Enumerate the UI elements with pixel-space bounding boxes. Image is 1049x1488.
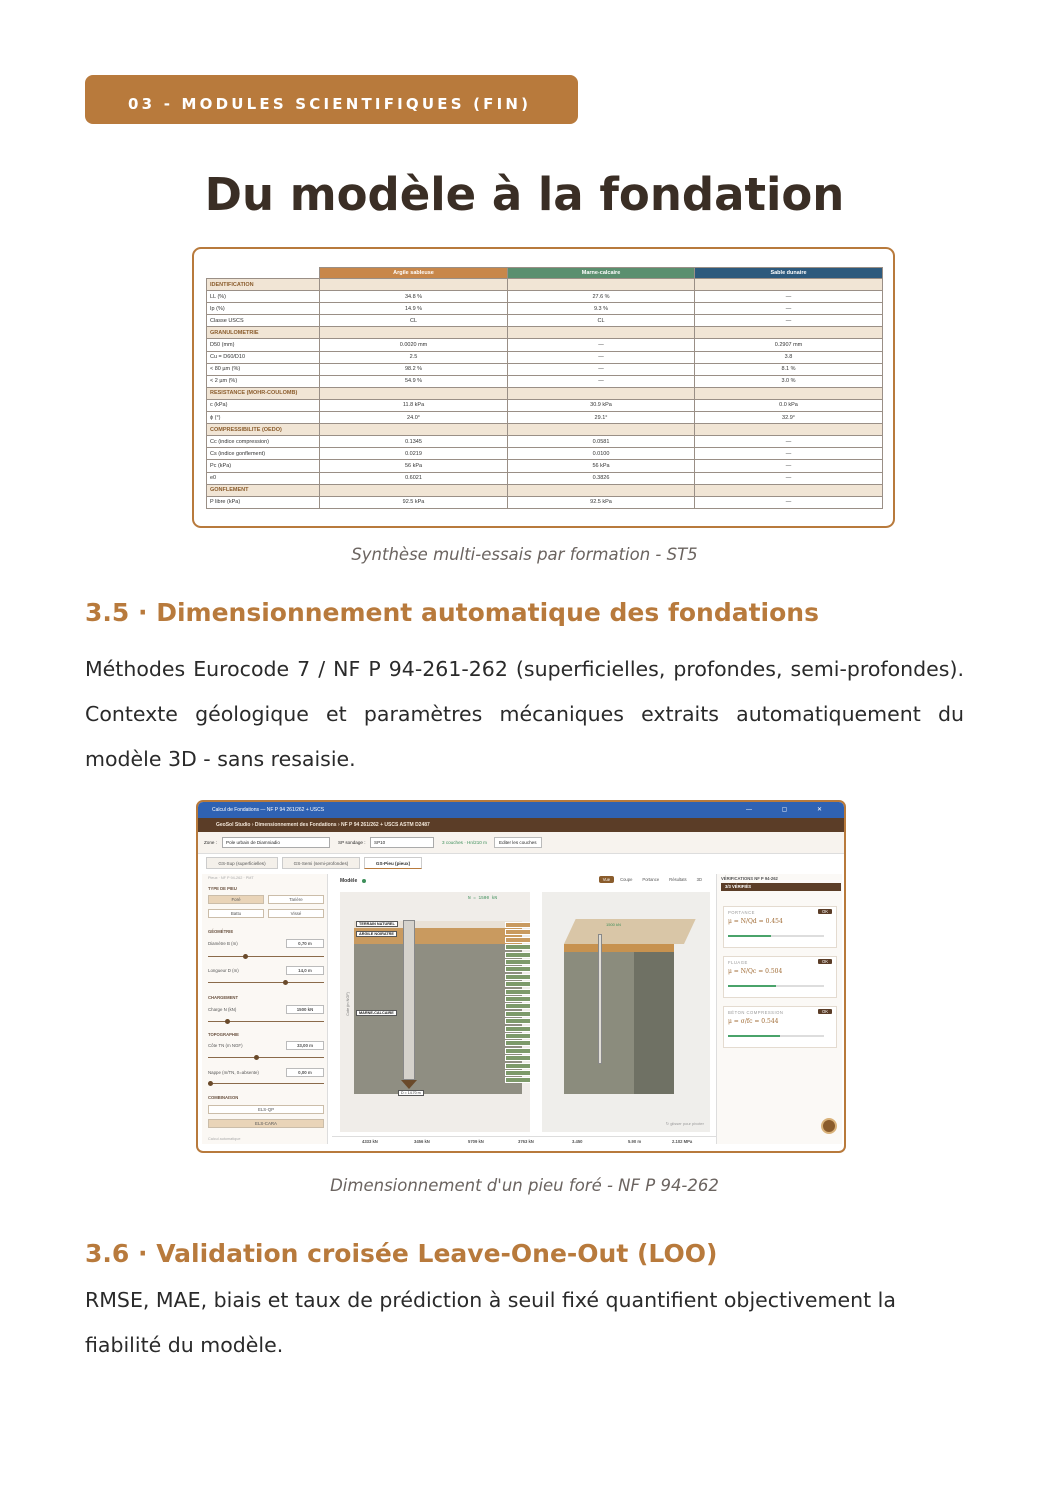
sp-select[interactable]: SP10 <box>370 837 434 848</box>
table-cell: — <box>695 315 883 327</box>
table-row <box>207 291 883 303</box>
check-card <box>723 956 837 998</box>
resistance-block <box>505 952 531 958</box>
check-progress-bar <box>728 935 824 937</box>
table-cell: 0.0219 <box>320 448 508 460</box>
table-cell: 24.0° <box>320 412 508 424</box>
window-titlebar <box>198 802 844 818</box>
table-cell <box>320 327 508 339</box>
column-header: Sable dunaire <box>695 268 883 279</box>
type-battu-button[interactable]: Battu <box>208 909 264 918</box>
table-cell: 0.1345 <box>320 436 508 448</box>
table-cell: 56 kPa <box>320 460 508 472</box>
subtab-3d[interactable]: 3D <box>696 877 702 882</box>
row-label: LL (%) <box>207 291 320 303</box>
resistance-block <box>505 959 531 965</box>
rotate-hint: ↻ glisser pour pivoter <box>665 1121 704 1126</box>
check-equation: μ = N/Qd = 0.454 <box>728 918 783 925</box>
app-screenshot-figure <box>196 800 846 1153</box>
resistance-block <box>505 996 531 1002</box>
table-cell: 0.3826 <box>508 472 695 484</box>
table-cell: 56 kPa <box>508 460 695 472</box>
type-visse-button[interactable]: Vissé <box>268 909 324 918</box>
resistance-block <box>505 929 531 935</box>
table-cell <box>320 484 508 496</box>
table-row <box>207 472 883 484</box>
water-table-label: Nappe (m/TN, 0=absente) <box>208 1070 259 1075</box>
table-cell: CL <box>320 315 508 327</box>
table-cell: — <box>695 460 883 472</box>
sp-label: SP sondage : <box>338 840 366 845</box>
row-label: Cs (indice gonflement) <box>207 448 320 460</box>
layer-label-terrain: TERRAIN NATUREL <box>356 921 398 927</box>
window-controls[interactable]: — ▢ ✕ <box>745 807 836 813</box>
table-cell: 11.8 kPa <box>320 399 508 411</box>
checks-badge: 3/3 VÉRIFIÉS <box>721 883 841 891</box>
slider-knob[interactable] <box>243 954 248 959</box>
table-section-row <box>207 484 883 496</box>
table-cell <box>695 484 883 496</box>
table-cell: — <box>695 448 883 460</box>
tab-semi-profondes[interactable]: GS-Semi (semi-profondes) <box>282 857 360 869</box>
table-cell <box>695 424 883 436</box>
table-cell: 0.0 kPa <box>695 399 883 411</box>
check-status-badge: OK <box>818 909 832 914</box>
figure-caption-1: Synthèse multi-essais par formation - ST5 <box>351 545 698 564</box>
type-fore-button[interactable]: Foré <box>208 895 264 904</box>
length-input[interactable]: 14,0 m <box>286 966 324 975</box>
topography-section-title: TOPOGRAPHIE <box>208 1032 239 1037</box>
block-3d-side <box>634 929 674 1094</box>
resistance-block <box>505 974 531 980</box>
table-cell: 98.2 % <box>320 363 508 375</box>
panel-footer: Calcul automatique <box>208 1137 241 1141</box>
combination-section-title: COMBINAISON <box>208 1095 239 1100</box>
table-cell: 0.6021 <box>320 472 508 484</box>
table-row <box>207 375 883 387</box>
layer-label-marne: MARNE-CALCAIRE <box>356 1010 397 1016</box>
ground-level-input[interactable]: 33,00 m <box>286 1041 324 1050</box>
app-logo-icon <box>821 1118 837 1134</box>
slider-knob[interactable] <box>208 1081 213 1086</box>
status-value: 4333 kN <box>362 1139 378 1144</box>
table-cell: — <box>508 351 695 363</box>
table-section-row <box>207 327 883 339</box>
row-label: Cu = D60/D10 <box>207 351 320 363</box>
resistance-block <box>505 1070 531 1076</box>
table-cell: — <box>508 375 695 387</box>
table-cell <box>695 327 883 339</box>
type-section-title: TYPE DE PIEU <box>208 886 237 891</box>
tab-pieux[interactable]: GS-Pieu (pieux) <box>364 857 422 869</box>
section-tag: 03 - MODULES SCIENTIFIQUES (FIN) <box>85 75 578 124</box>
check-status-badge: OK <box>818 959 832 964</box>
subtab-portance[interactable]: Portance <box>642 877 660 882</box>
table-header-row <box>207 268 883 279</box>
model-subtabs <box>597 876 706 883</box>
check-name: FLUAGE <box>728 960 748 965</box>
app-breadcrumb: GeoSol Studio › Dimensionnement des Fondations › NF P 94 261/262 + USCS ASTM D2487 <box>198 818 844 832</box>
table-cell: — <box>508 339 695 351</box>
table-cell: — <box>695 303 883 315</box>
table-cell: 3.0 % <box>695 375 883 387</box>
section-paragraph-3-5: Méthodes Eurocode 7 / NF P 94-261-262 (superficielles, profondes, semi-profondes). Contexte géologique et paramètres mécaniques extraits automatiquement du modèle 3D - sans resaisie. <box>85 657 964 771</box>
ground-level-label: Côte TN (m NGF) <box>208 1043 243 1048</box>
check-equation: μ = N/Qc = 0.504 <box>728 968 783 975</box>
status-value: 5709 kN <box>468 1139 484 1144</box>
table-row <box>207 436 883 448</box>
pile-3d <box>598 934 602 1064</box>
table-cell <box>508 279 695 291</box>
status-value: 3763 kN <box>518 1139 534 1144</box>
table-row <box>207 351 883 363</box>
table-cell <box>695 279 883 291</box>
soil-section-view[interactable] <box>340 892 530 1132</box>
water-table-input[interactable]: 0,00 m <box>286 1068 324 1077</box>
length-slider[interactable] <box>208 982 324 983</box>
table-row <box>207 363 883 375</box>
zone-select[interactable]: Pole urbain de Diamniadio <box>222 837 330 848</box>
column-header: Marne-calcaire <box>508 268 695 279</box>
table-cell: 32.9° <box>695 412 883 424</box>
load-slider[interactable] <box>208 1021 324 1022</box>
table-cell <box>508 484 695 496</box>
subtab-vue[interactable]: Vue <box>599 876 614 883</box>
layer-label-argile: ARGILE NOIRATRE <box>356 931 397 937</box>
row-label: c (kPa) <box>207 399 320 411</box>
resistance-block <box>505 944 531 950</box>
app-toolbar <box>198 832 844 854</box>
resistance-block <box>505 981 531 987</box>
diameter-slider[interactable] <box>208 956 324 957</box>
resistance-block <box>505 1018 531 1024</box>
row-label: Classe USCS <box>207 315 320 327</box>
table-row <box>207 339 883 351</box>
resistance-block <box>505 1048 531 1054</box>
table-cell: 0.2907 mm <box>695 339 883 351</box>
synthesis-table-figure <box>192 247 895 528</box>
model-title: Modèle <box>340 878 358 884</box>
table-row <box>207 448 883 460</box>
status-dot-icon <box>362 879 366 883</box>
table-cell: 0.0581 <box>508 436 695 448</box>
table-row <box>207 460 883 472</box>
row-label: D50 (mm) <box>207 339 320 351</box>
pile-tip-label: D = 14.70 m <box>398 1090 424 1096</box>
panel-subtitle: Pieux · NF P 94-262 · PMT <box>208 876 254 880</box>
subtab-resultats[interactable]: Résultats <box>669 877 687 882</box>
row-label: < 80 µm (%) <box>207 363 320 375</box>
table-cell: CL <box>508 315 695 327</box>
check-progress-bar <box>728 985 824 987</box>
resistance-block <box>505 1040 531 1046</box>
table-section-row <box>207 387 883 399</box>
check-name: PORTANCE <box>728 910 755 915</box>
table-cell <box>508 327 695 339</box>
status-value: 3.450 <box>572 1139 583 1144</box>
status-value: 3456 kN <box>414 1139 430 1144</box>
row-label: Ip (%) <box>207 303 320 315</box>
slider-knob[interactable] <box>283 980 288 985</box>
row-label: e0 <box>207 472 320 484</box>
resistance-block <box>505 1077 531 1083</box>
section-label: COMPRESSIBILITE (OEDO) <box>207 424 320 436</box>
water-table-slider[interactable] <box>208 1083 324 1084</box>
table-cell: 30.9 kPa <box>508 399 695 411</box>
section-heading-3-5: 3.5 · Dimensionnement automatique des fondations <box>85 598 819 627</box>
table-cell: — <box>695 436 883 448</box>
resistance-block <box>505 1063 531 1069</box>
resistance-block <box>505 1003 531 1009</box>
table-cell <box>320 424 508 436</box>
table-cell: 29.1° <box>508 412 695 424</box>
slider-knob[interactable] <box>225 1019 230 1024</box>
layer-count: 3 couches · Hn/210 m <box>442 840 487 845</box>
check-progress-bar <box>728 1035 824 1037</box>
synthesis-table <box>206 267 883 509</box>
resistance-block <box>505 966 531 972</box>
load-label: Charge N (kN) <box>208 1007 237 1012</box>
diameter-label: Diamètre B (m) <box>208 941 238 946</box>
geometry-section-title: GÉOMÉTRIE <box>208 929 234 934</box>
table-corner <box>207 268 320 279</box>
table-section-row <box>207 279 883 291</box>
table-cell: 92.5 kPa <box>320 496 508 508</box>
layer-marne <box>354 944 522 1094</box>
table-cell: 2.5 <box>320 351 508 363</box>
page-title: Du modèle à la fondation <box>204 168 845 221</box>
resistance-block <box>505 989 531 995</box>
row-label: Pc (kPa) <box>207 460 320 472</box>
row-label: < 2 µm (%) <box>207 375 320 387</box>
model-panel <box>332 874 712 1134</box>
ground-level-slider[interactable] <box>208 1057 324 1058</box>
check-card <box>723 906 837 948</box>
window-title: Calcul de Fondations — NF P 94 261/262 + USCS <box>212 807 325 813</box>
pile-tip-icon <box>401 1080 417 1089</box>
table-cell: 27.6 % <box>508 291 695 303</box>
resistance-block <box>505 922 531 928</box>
load-input[interactable]: 1500 kN <box>286 1005 324 1014</box>
length-label: Longueur D (m) <box>208 968 239 973</box>
edit-layers-button[interactable]: Editer les couches <box>494 837 542 848</box>
depth-axis-label: Cote (m NGF) <box>345 992 350 1016</box>
table-cell: 34.8 % <box>320 291 508 303</box>
table-row <box>207 315 883 327</box>
table-row <box>207 399 883 411</box>
section-label: GONFLEMENT <box>207 484 320 496</box>
pile-shaft <box>403 920 415 1080</box>
resistance-block <box>505 1033 531 1039</box>
table-cell: 92.5 kPa <box>508 496 695 508</box>
section-label: IDENTIFICATION <box>207 279 320 291</box>
zone-label: Zone : <box>204 840 218 845</box>
table-cell: 3.8 <box>695 351 883 363</box>
slider-knob[interactable] <box>254 1055 259 1060</box>
table-cell: — <box>695 291 883 303</box>
table-cell <box>508 424 695 436</box>
load-3d-tag: 1500 kN <box>606 922 621 927</box>
table-cell: 0.0100 <box>508 448 695 460</box>
section-heading-3-6: 3.6 · Validation croisée Leave-One-Out (LOO) <box>85 1239 718 1268</box>
checks-panel <box>716 874 842 1144</box>
results-status-bar <box>332 1136 716 1146</box>
check-equation: μ = σ/fc = 0.544 <box>728 1018 779 1025</box>
load-tag: N = 1500 kN <box>468 896 497 901</box>
combo-els-cara-button[interactable]: ELS-CARA <box>208 1119 324 1128</box>
section-label: GRANULOMETRIE <box>207 327 320 339</box>
table-cell <box>320 279 508 291</box>
table-cell: — <box>695 472 883 484</box>
resistance-block <box>505 1055 531 1061</box>
section-label: RESISTANCE (MOHR-COULOMB) <box>207 387 320 399</box>
table-cell: 9.3 % <box>508 303 695 315</box>
section-paragraph-3-6: RMSE, MAE, biais et taux de prédiction à seuil fixé quantifient objectivement la fiabilité du modèle. <box>85 1288 896 1357</box>
table-cell <box>695 387 883 399</box>
table-row <box>207 303 883 315</box>
type-tariere-button[interactable]: Tarière <box>268 895 324 904</box>
resistance-block <box>505 937 531 943</box>
table-section-row <box>207 424 883 436</box>
tab-superficielles[interactable]: GS-Sup (superficielles) <box>206 857 278 869</box>
table-cell: 8.1 % <box>695 363 883 375</box>
loading-section-title: CHARGEMENT <box>208 995 239 1000</box>
table-cell: — <box>508 363 695 375</box>
table-cell: — <box>695 496 883 508</box>
check-status-badge: OK <box>818 1009 832 1014</box>
row-label: P libre (kPa) <box>207 496 320 508</box>
table-cell: 0.0020 mm <box>320 339 508 351</box>
row-label: ϕ (°) <box>207 412 320 424</box>
combo-els-qp-button[interactable]: ELS-QP <box>208 1105 324 1114</box>
parameters-panel <box>202 874 328 1144</box>
column-header: Argile sableuse <box>320 268 508 279</box>
subtab-coupe[interactable]: Coupe <box>620 877 633 882</box>
block-3d-clay-band <box>564 944 674 952</box>
table-cell: 14.9 % <box>320 303 508 315</box>
checks-header: VÉRIFICATIONS NF P 94-262 <box>721 876 778 881</box>
table-cell: 54.9 % <box>320 375 508 387</box>
block-3d-top <box>564 919 696 944</box>
status-value: 2.102 MPa <box>672 1139 693 1144</box>
table-cell <box>508 387 695 399</box>
table-cell <box>320 387 508 399</box>
table-row <box>207 412 883 424</box>
check-card <box>723 1006 837 1048</box>
resistance-block <box>505 1011 531 1017</box>
resistance-block <box>505 1026 531 1032</box>
check-name: BÉTON COMPRESSION <box>728 1010 784 1015</box>
figure-caption-2: Dimensionnement d'un pieu foré - NF P 94-262 <box>330 1176 719 1195</box>
diameter-input[interactable]: 0,70 m <box>286 939 324 948</box>
row-label: Cc (indice compression) <box>207 436 320 448</box>
status-value: 5.90 m <box>628 1139 642 1144</box>
table-row <box>207 496 883 508</box>
